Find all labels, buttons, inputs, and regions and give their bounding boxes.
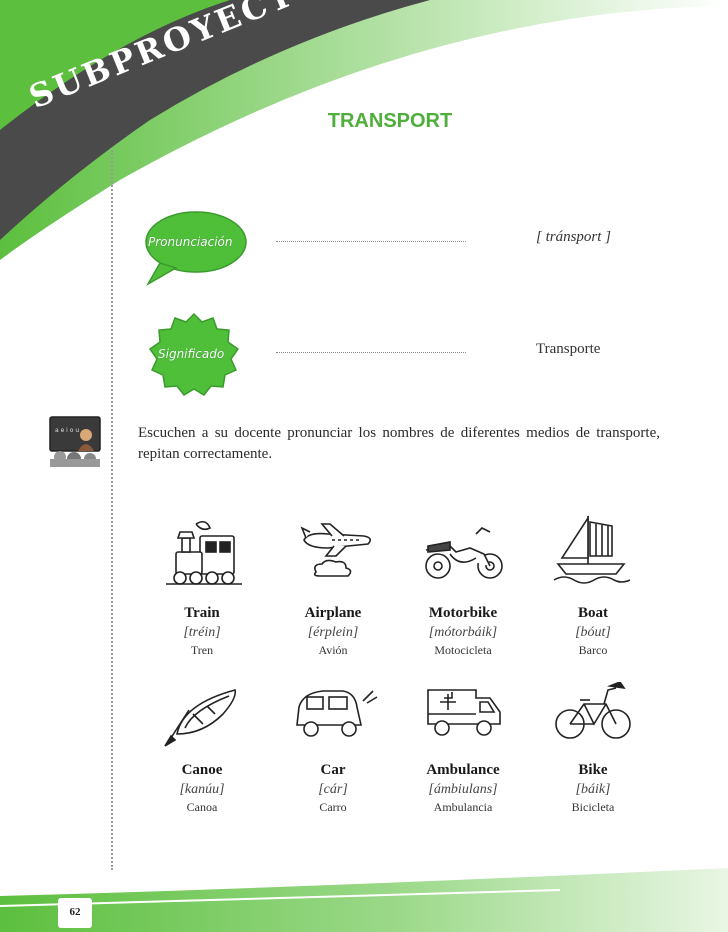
instruction-text: Escuchen a su docente pronunciar los nombres de diferentes medios de transporte, repitan correctamente. [138,425,660,462]
vocab-card-canoe [142,760,262,815]
english-word: Car [320,762,346,778]
svg-text:a e i o u: a e i o u [55,427,80,434]
phonetic-text: [érplein] [307,625,359,640]
vocab-card-bike [533,760,653,815]
car-icon [293,685,379,743]
spanish-word: Carro [319,800,347,814]
canoe-icon [163,684,243,748]
phonetic-text: [ámbiulans] [428,782,498,797]
spanish-word: Motocicleta [434,643,492,657]
vocab-card-ambulance [403,760,523,815]
vocab-card-train [142,603,262,658]
page-number: 62 [58,898,92,928]
english-word: Motorbike [428,605,498,621]
spanish-word: Ambulancia [433,800,493,814]
train-icon [166,518,244,588]
ambulance-icon [424,684,506,742]
airplane-icon [298,520,376,586]
motorbike-icon [420,520,508,586]
english-word: Boat [578,605,608,621]
meaning-value: Transporte [536,341,601,357]
phonetic-text: [bóut] [575,625,611,640]
spanish-word: Canoa [186,800,218,814]
phonetic-text: [cár] [318,782,348,797]
spanish-word: Tren [190,643,214,657]
english-word: Airplane [304,605,362,621]
bike-icon [554,682,632,744]
spanish-word: Bicicleta [571,800,615,814]
vocab-card-boat [533,603,653,658]
english-word: Bike [578,762,608,778]
english-word: Canoe [181,762,223,778]
phonetic-text: [kanúu] [179,782,225,797]
phonetic-text: [tréin] [183,625,221,640]
dotted-leader [276,241,466,242]
phonetic-text: [mótorbáik] [428,625,498,640]
pronunciation-value: [ tránsport ] [536,229,612,245]
boat-icon [554,512,630,586]
footer-band [0,862,728,932]
english-word: Ambulance [426,762,500,778]
vocab-card-motorbike [403,603,523,658]
phonetic-text: [báik] [575,782,611,797]
pronunciation-label: Pronunciación [148,235,233,249]
spanish-word: Barco [578,643,608,657]
vocab-card-airplane [273,603,393,658]
topic-title: TRANSPORT [327,110,453,132]
margin-divider [111,150,113,870]
english-word: Train [184,605,220,621]
spanish-word: Avión [318,643,348,657]
vocab-card-car [273,760,393,815]
dotted-leader [276,352,466,353]
meaning-label: Significado [158,347,225,361]
teacher-blackboard-icon [48,415,102,467]
